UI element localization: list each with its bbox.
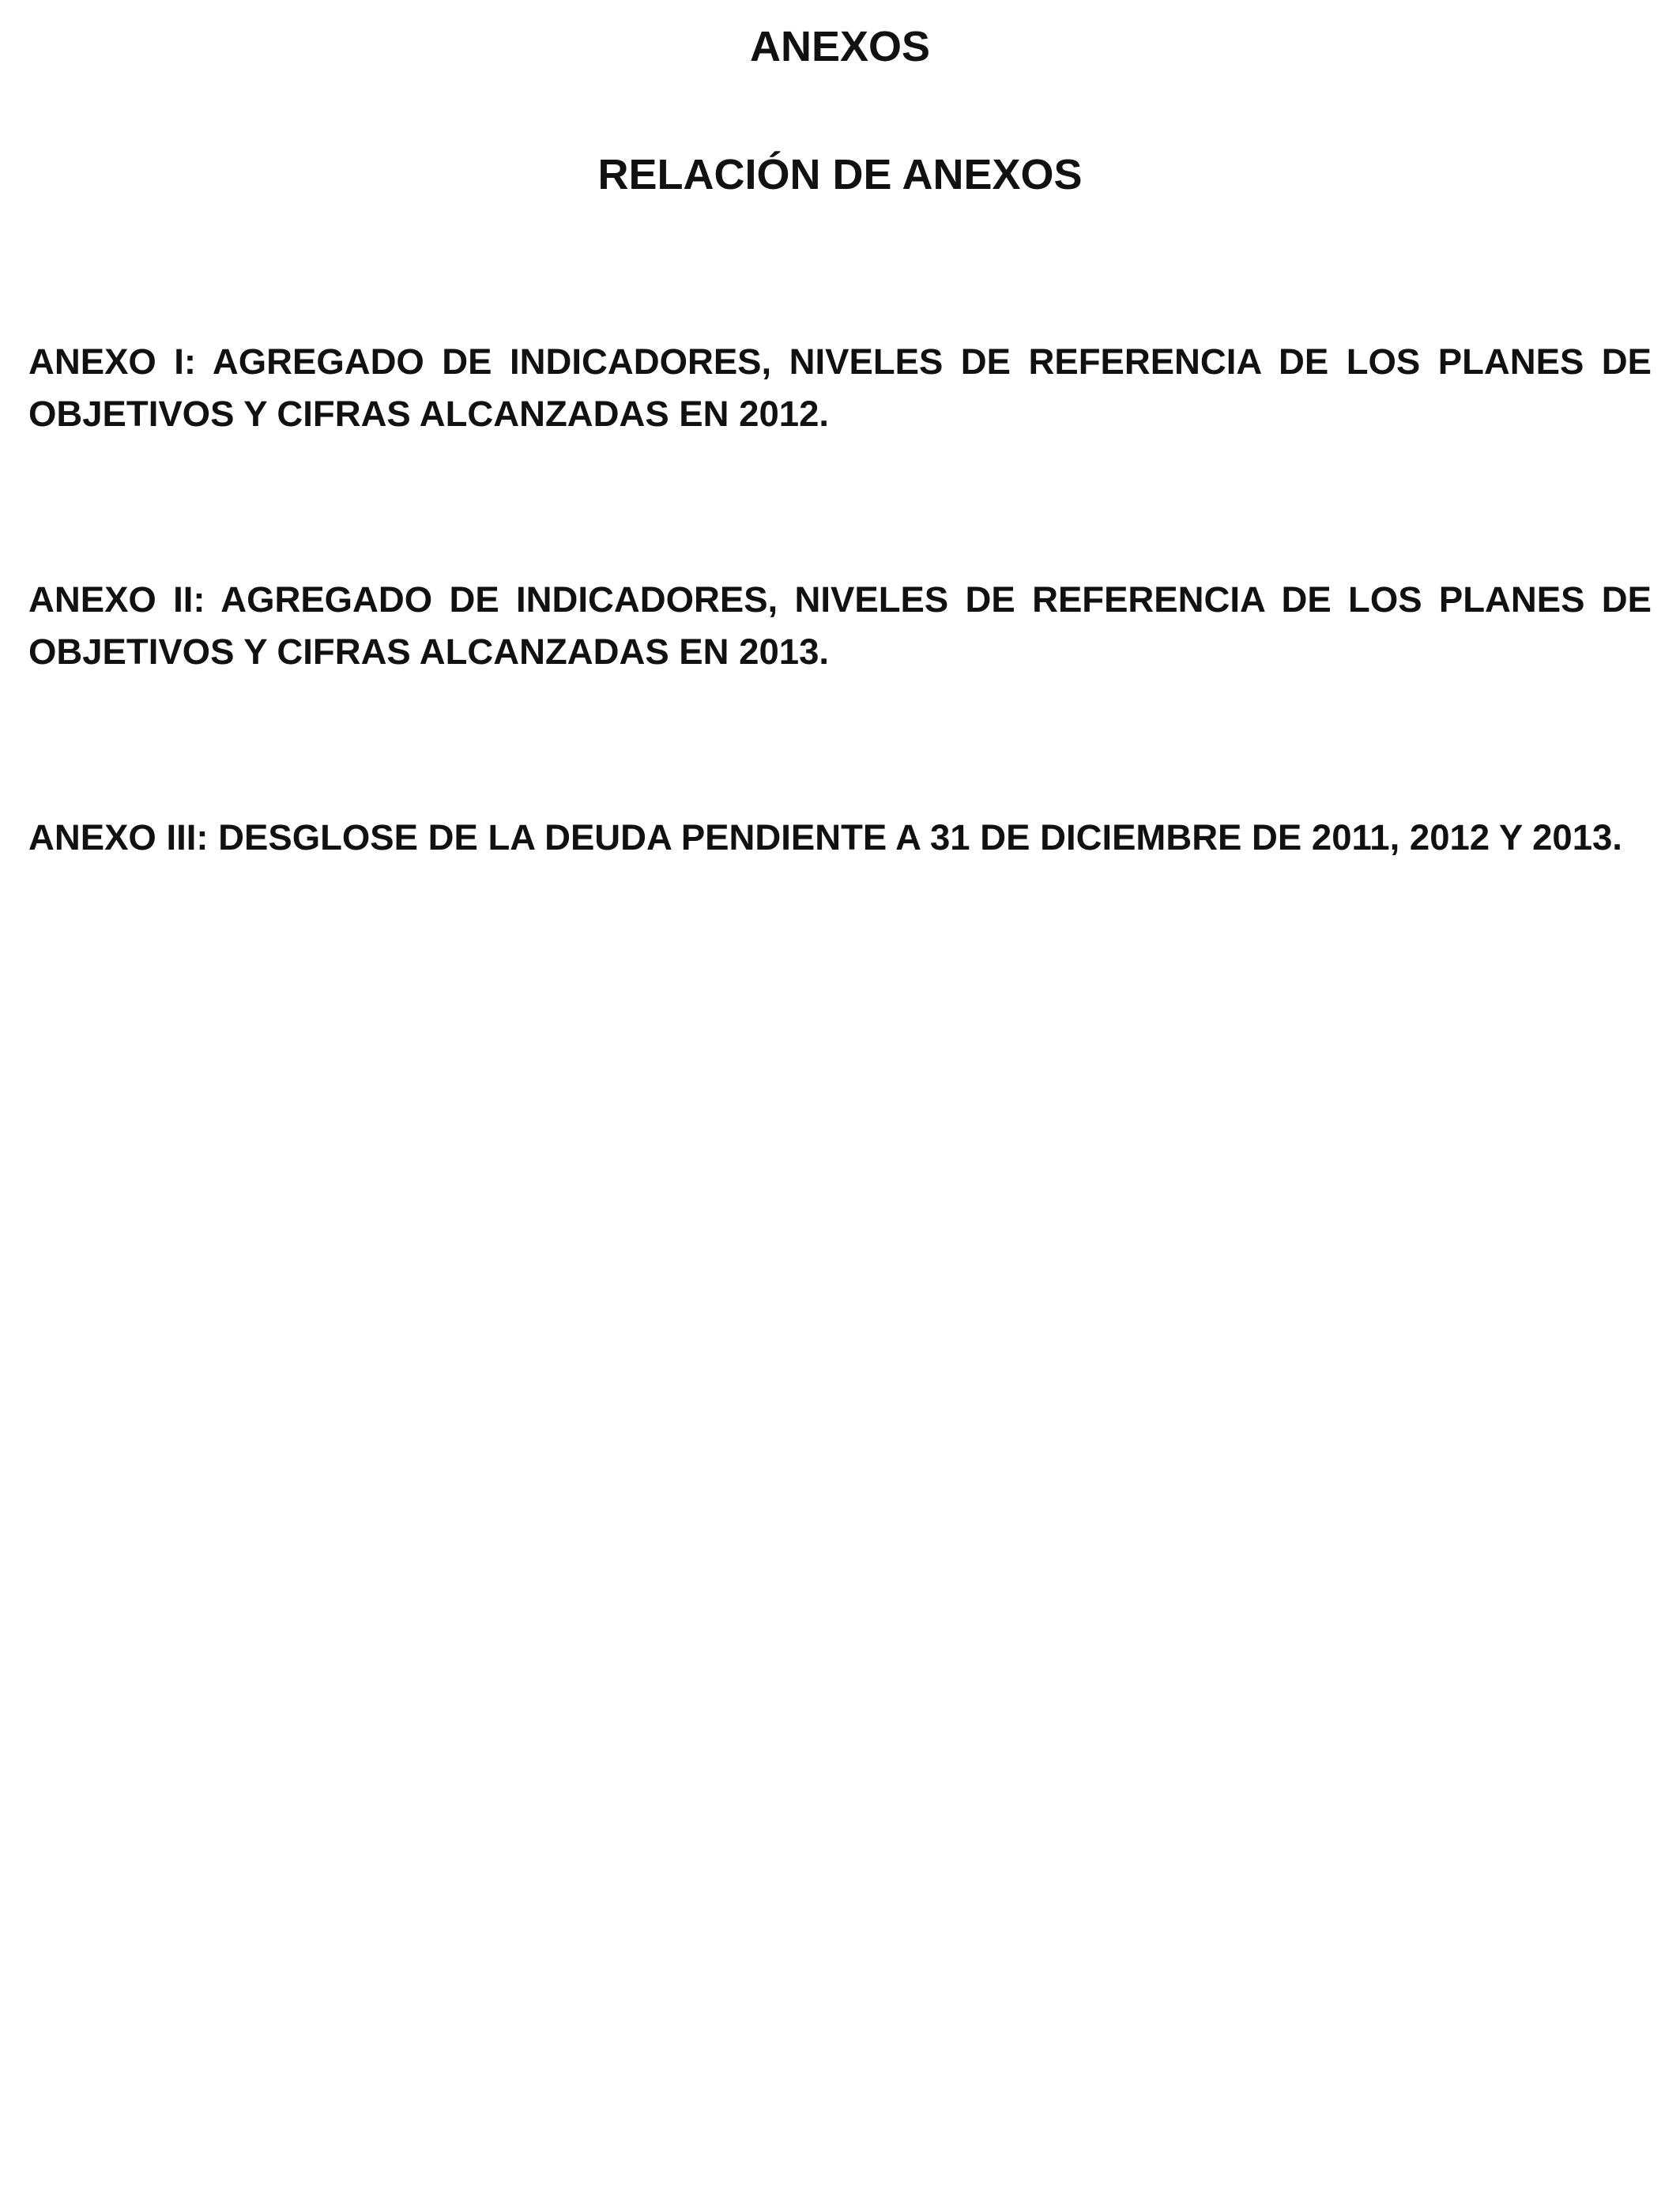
annex-entry-1: ANEXO I: AGREGADO DE INDICADORES, NIVELES DE REFERENCIA DE LOS PLANES DE OBJETIVOS Y CIFRAS ALCANZADAS EN 2012. — [28, 341, 1652, 434]
annex-entry-3: ANEXO III: DESGLOSE DE LA DEUDA PENDIENTE A 31 DE DICIEMBRE DE 2011, 2012 Y 2013. — [28, 817, 1622, 858]
page-subtitle: RELACIÓN DE ANEXOS — [597, 151, 1083, 198]
annex-entry-2: ANEXO II: AGREGADO DE INDICADORES, NIVELES DE REFERENCIA DE LOS PLANES DE OBJETIVOS Y CIFRAS ALCANZADAS EN 2013. — [28, 579, 1652, 672]
page-title: ANEXOS — [749, 23, 931, 70]
